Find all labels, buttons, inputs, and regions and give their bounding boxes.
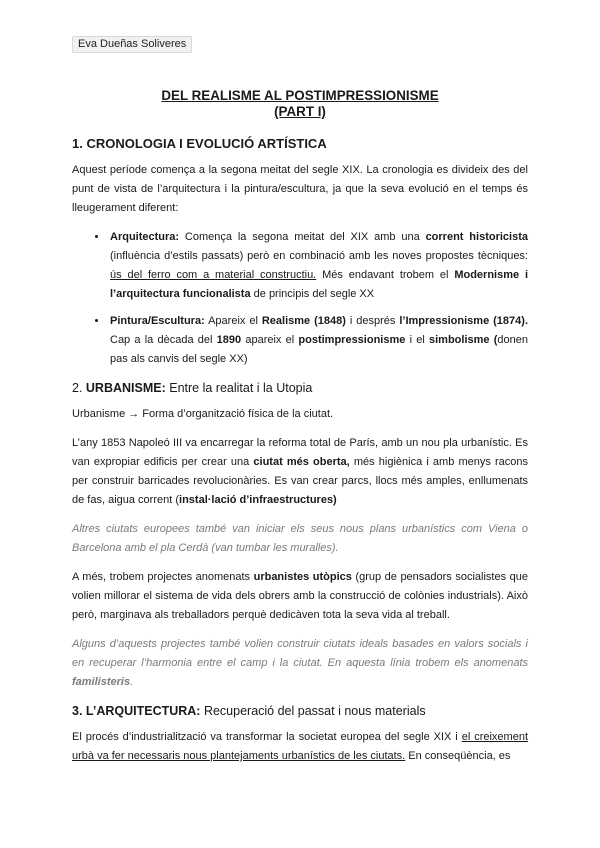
section-2-note-2: Alguns d’aquests projectes també volien construir ciutats ideals basades en valors socials i en recuperar l’harmonia entre el camp i la ciutat. En aquesta línia trobem els anomenats familisteris. — [72, 638, 528, 688]
section-2-definition: Urbanisme → Forma d’organització física de la ciutat. — [72, 408, 334, 420]
section-3-paragraph-1: El procés d’industrialització va transformar la societat europea del segle XIX i el creixement urbà va fer necessaris nous plantejaments urbanístics de les ciutats. En conseqüència, es — [72, 731, 529, 762]
section-1-intro: Aquest període comença a la segona meitat del segle XIX. La cronologia es divideix des del punt de vista de l’arquitectura i la pintura/escultura, ja que la seva evolució en el temps és lleugerament diferent: — [72, 164, 528, 214]
page-title — [72, 88, 528, 120]
document-body — [72, 88, 528, 776]
section-2-paragraph-1: L’any 1853 Napoleó III va encarregar la reforma total de París, amb un nou pla urbanístic. Es van expropiar edificis per crear una ciutat més oberta, més higiènica i amb menys racons per construir barricades revolucionàries. Es van crear parcs, llocs més amples, enllumenats de fas, aigua corrent (instal·lació d’infraestructures) — [72, 437, 529, 506]
list-item: • Pintura/Escultura: Apareix el Realisme (1848) i després l’Impressionisme (1874). Cap a la dècada del 1890 apareix el postimpressionisme i el simbolisme (donen pas als canvis del segle XX) — [108, 312, 528, 369]
section-2-heading: 2. URBANISME: Entre la realitat i la Utopia — [72, 381, 313, 395]
title-line-1: DEL REALISME AL POSTIMPRESSIONISME — [161, 88, 439, 103]
author-name-tag: Eva Dueñas Soliveres — [72, 36, 192, 53]
title-line-2: (PART I) — [274, 104, 326, 119]
section-1-heading: 1. CRONOLOGIA I EVOLUCIÓ ARTÍSTICA — [72, 136, 327, 151]
section-3-heading: 3. L’ARQUITECTURA: Recuperació del passat i nous materials — [72, 704, 426, 718]
section-1-bullet-list — [72, 228, 528, 369]
list-item: • Arquitectura: Comença la segona meitat del XIX amb una corrent historicista (influència d’estils passats) però en combinació amb les noves propostes tècniques: ús del ferro com a material constructiu. Més endavant trobem el Modernisme i l’arquitectura funcionalista de principis del segle XX — [108, 228, 528, 304]
section-2-note-1: Altres ciutats europees també van iniciar els seus nous plans urbanístics com Viena o Barcelona amb el pla Cerdà (van tumbar les muralles). — [72, 523, 528, 554]
section-2-paragraph-2: A més, trobem projectes anomenats urbanistes utòpics (grup de pensadors socialistes que volien millorar el sistema de vida dels obrers amb la construcció de colònies industrials). Això però, marginava als treballadors perquè dedicàven tota la seva vida al treball. — [72, 571, 528, 621]
